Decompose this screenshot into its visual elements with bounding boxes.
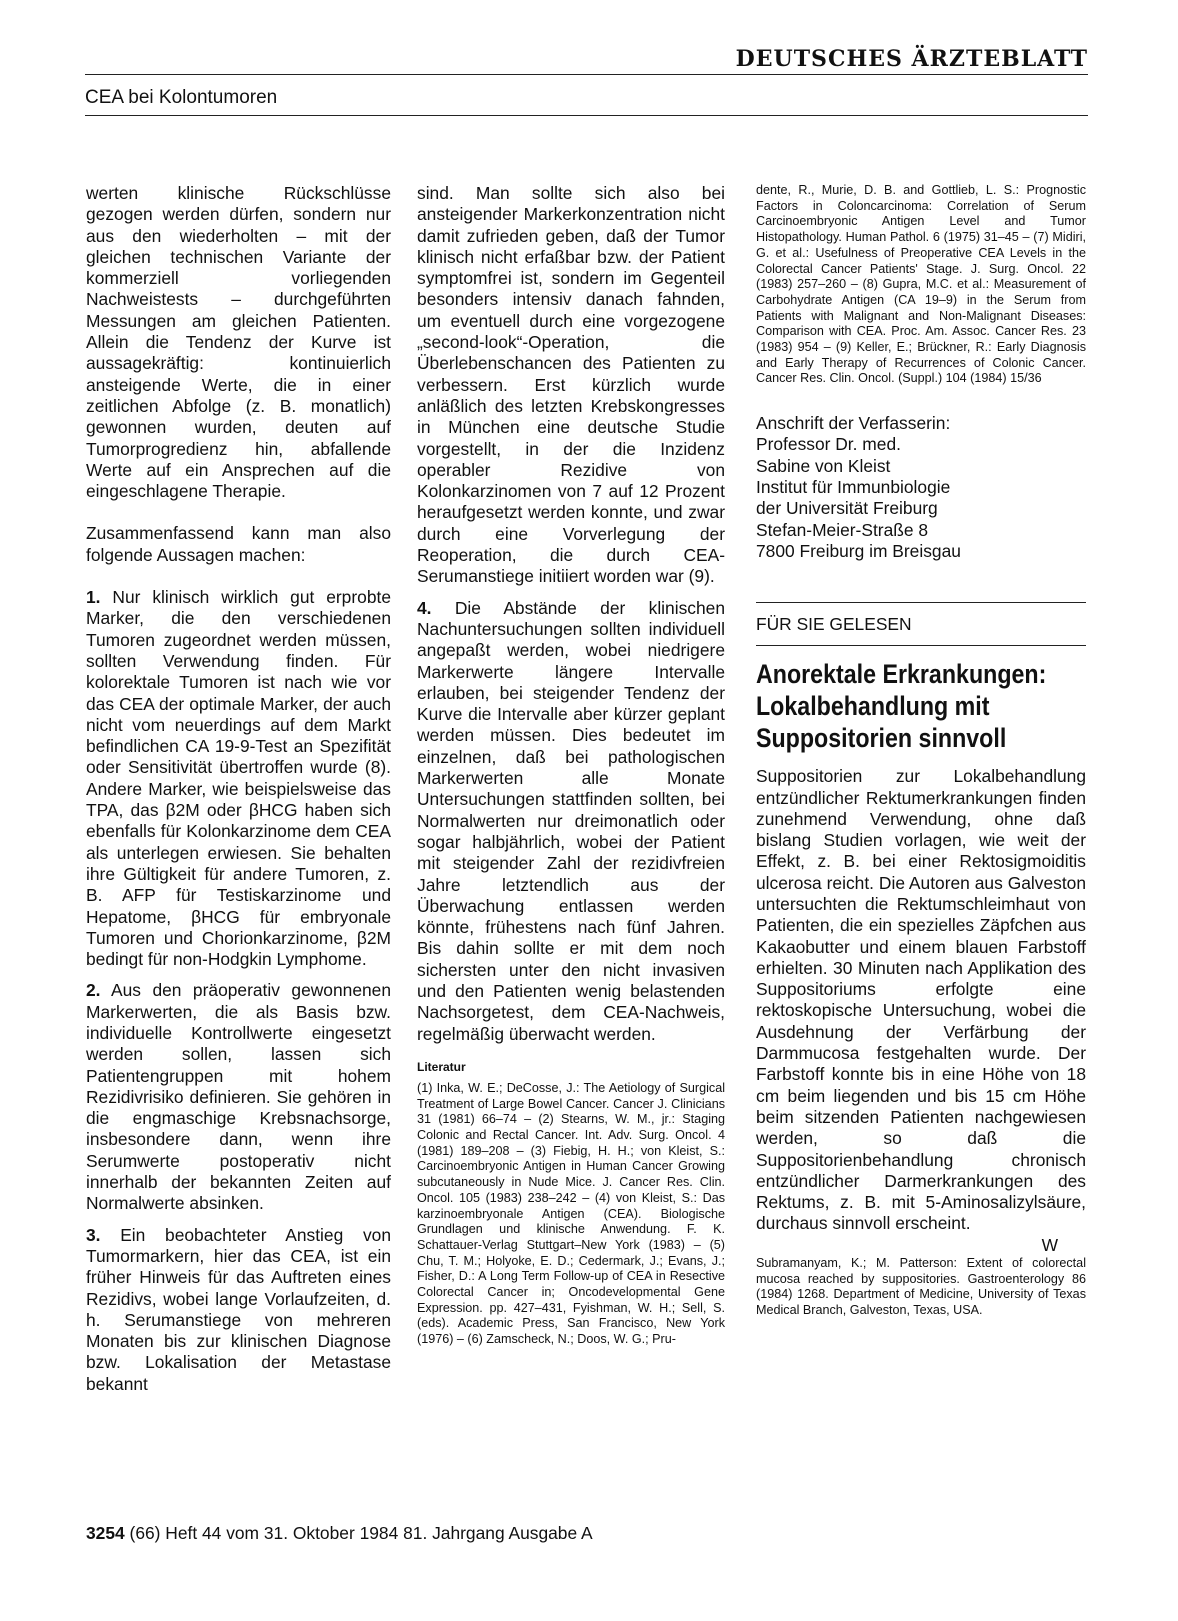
column-1 <box>86 183 391 1395</box>
address-line: 7800 Freiburg im Breisgau <box>756 540 961 561</box>
list-item-4 <box>417 598 725 1045</box>
column-3 <box>756 183 1086 1319</box>
address-line: Institut für Immunbiologie <box>756 477 951 498</box>
literature-heading: Literatur <box>417 1059 466 1074</box>
paragraph: Suppositorien zur Lokalbehandlung entzündlicher Rektumerkrankungen finden zunehmend Verwendung, ohne daß bislang Studien vorlagen, wie weit der Effekt, z. B. bei einer Rektosigmoiditis ulcerosa reicht. Die Autoren aus Galveston untersuchten die Rektumschleimhaut von Patienten, die ein spezielles Zäpfchen aus Kakaobutter und einem blauen Farbstoff erhielten. 30 Minuten nach Applikation des Suppositoriums erfolgte eine rektoskopische Untersuchung, wobei die Ausdehnung der Verfärbung der Darmmucosa festgehalten wurde. Der Farbstoff konnte bis in eine Höhe von 18 cm beim liegenden und bis 15 cm Höhe beim sitzenden Patienten nachgewiesen werden, so daß die Suppositorienbehandlung chronisch entzündlicher Darmerkrankungen des Rektums, z. B. mit 5-Aminosalizylsäure, durchaus sinnvoll erscheint. <box>756 766 1086 1234</box>
running-head: CEA bei Kolontumoren <box>85 87 278 108</box>
issue-info: (66) Heft 44 vom 31. Oktober 1984 81. Jahrgang Ausgabe A <box>129 1523 593 1543</box>
address-line: Sabine von Kleist <box>756 455 891 476</box>
references: (1) Inka, W. E.; DeCosse, J.: The Aetiology of Surgical Treatment of Large Bowel Cancer. Cancer J. Clinicians 31 (1981) 66–74 – (2) Stearns, W. M., jr.: Staging Colonic and Rectal Cancer. Int. Adv. Surg. Oncol. 4 (1981) 189–208 – (3) Fiebig, H. H.; von Kleist, S.: Carcinoembryonic Antigen in Human Cancer Growing subcutaneously in Nude Mice. J. Cancer Res. Clin. Oncol. 105 (1983) 238–242 – (4) von Kleist, S.: Das karzinoembryonale Antigen (CEA). Biologische Grundlagen und klinische Anwendung. F. K. Schattauer-Verlag Stuttgart–New York (1983) – (5) Chu, T. M.; Holyoke, E. D.; Cedermark, J.; Evans, J.; Fisher, D.: A Long Term Follow-up of CEA in Resective Colorectal Cancer in; Oncodevelopmental Gene Expression. pp. 427–431, Fyishman, W. H.; Sell, S. (eds). Academic Press, San Francisco, New York (1976) – (6) Zamscheck, N.; Doos, W. G.; Pru- <box>417 1080 725 1347</box>
list-item-2 <box>86 980 391 1214</box>
list-text: Nur klinisch wirklich gut erprobte Marker, die den verschiedenen Tumoren zugeordnet werden müssen, sollten Verwendung finden. Für kolorektale Tumoren ist nach wie vor das CEA der optimale Marker, der auch nicht vom neuerdings auf dem Markt befindlichen CA 19-9-Test an Spezifität oder Sensitivität übertroffen wurde (8). Andere Marker, wie beispielsweise das TPA, das β2M oder βHCG haben sich ebenfalls für Kolonkarzinome dem CEA als unterlegen erwiesen. Sie behalten ihre Gültigkeit für andere Tumoren, z. B. AFP für Testiskarzinome und Hepatome, βHCG für embryonale Tumoren und Chorionkarzinome, β2M bedingt für non-Hodgkin Lymphome. <box>86 587 391 970</box>
list-text: Die Abstände der klinischen Nachuntersuchungen sollten individuell angepaßt werden, wobei niedrigere Markerwerte längere Intervalle erlauben, bei steigender Tendenz der Kurve die Intervalle aber kürzer geplant werden müssen. Dies bedeutet im einzelnen, daß bei pathologischen Markerwerten alle Monate Untersuchungen stattfinden sollten, bei Normalwerten nur dreimonatlich oder sogar halbjährlich, wobei der Patient mit steigender Zahl der rezidivfreien Jahre letztendlich aus der Überwachung entlassen werden könnte, frühestens nach fünf Jahren. Bis dahin sollte er mit dem noch sichersten unter den nicht invasiven und den Patienten wenig belastenden Nachsorgetest, dem CEA-Nachweis, regelmäßig überwacht werden. <box>417 597 725 1044</box>
list-text: Aus den präoperativ gewonnenen Markerwerten, die als Basis bzw. individuelle Kontrollwerte eingesetzt werden sollen, lassen sich Patientengruppen mit hohem Rezidivrisiko definieren. Sie gehören in die engmaschige Krebsnachsorge, insbesondere dann, wenn ihre Serumwerte postoperativ nicht innerhalb der bekannten Zeiten auf Normalwerte absinken. <box>86 980 392 1214</box>
list-number: 3. <box>86 1224 101 1245</box>
header-rule-top <box>85 74 1088 75</box>
list-number: 4. <box>417 597 432 618</box>
column-2 <box>417 183 725 1348</box>
list-number: 1. <box>86 587 101 608</box>
article-body <box>756 766 1086 1256</box>
article-headline: Anorektale Erkrankungen: Lokalbehandlung mit Suppositorien sinnvoll <box>756 659 1047 754</box>
list-text: Ein beobachteter Anstieg von Tumormarkern, hier das CEA, ist ein früher Hinweis für das Auftreten eines Rezidivs, wobei lange Vorlaufzeiten, d. h. Serumanstiege von mehreren Monaten bis zur klinischen Diagnose bzw. Lokalisation der Metastase bekannt <box>86 1224 391 1394</box>
masthead: DEUTSCHES ÄRZTEBLATT <box>735 46 1088 72</box>
address-line: Professor Dr. med. <box>756 434 901 455</box>
author-address <box>756 413 1086 562</box>
signature-line <box>756 1235 1086 1256</box>
references-continued: dente, R., Murie, D. B. and Gottlieb, L. S.: Prognostic Factors in Coloncarcinoma: Correlation of Serum Carcinoembryonic Antigen Level and Tumor Histopathology. Human Pathol. 6 (1975) 31–45 – (7) Midiri, G. et al.: Usefulness of Preoperative CEA Levels in the Colorectal Cancer Patients' Stage. J. Surg. Oncol. 22 (1983) 257–260 – (8) Gupra, M.C. et al.: Measurement of Carbohydrate Antigen (CA 19–9) in the Serum from Patients with Malignant and Non-Malignant Diseases: Comparison with CEA. Proc. Am. Assoc. Cancer Res. 23 (1983) 954 – (9) Keller, E.; Brückner, R.: Early Diagnosis and Early Therapy of Recurrences of Colonic Cancer. Cancer Res. Clin. Oncol. (Suppl.) 104 (1984) 15/36 <box>756 183 1086 386</box>
paragraph: werten klinische Rückschlüsse gezogen werden dürfen, sondern nur aus den wiederholten – mit der gleichen technischen Variante der kommerziell vorliegenden Nachweistests – durchgeführten Messungen am gleichen Patienten. Allein die Tendenz der Kurve ist aussagekräftig: kontinuierlich ansteigende Werte, die in einer zeitlichen Abfolge (z. B. monatlich) gewonnen wurden, deuten auf Tumorprogredienz hin, abfallende Werte auf ein Ansprechen auf die eingeschlagene Therapie. <box>86 183 391 502</box>
article-source: Subramanyam, K.; M. Patterson: Extent of colorectal mucosa reached by suppositories. Gastroenterology 86 (1984) 1268. Department of Medicine, University of Texas Medical Branch, Galveston, Texas, USA. <box>756 1256 1086 1318</box>
section-label: FÜR SIE GELESEN <box>756 614 912 635</box>
header-rule-bottom <box>85 115 1088 116</box>
section-rule-top <box>756 602 1086 603</box>
address-line: Stefan-Meier-Straße 8 <box>756 519 929 540</box>
paragraph: sind. Man sollte sich also bei ansteigender Markerkonzentration nicht damit zufrieden geben, daß der Tumor klinisch nicht erfaßbar bzw. der Patient symptomfrei ist, sondern im Gegenteil besonders intensiv danach fahnden, um eventuell durch eine vorgezogene „second-look“-Operation, die Überlebenschancen des Patienten zu verbessern. Erst kürzlich wurde anläßlich des letzten Krebskongresses in München eine deutsche Studie vorgestellt, in der die Inzidenz operabler Rezidive von Kolonkarzinomen von 7 auf 12 Prozent heraufgesetzt werden konnte, und zwar durch eine Vorverlegung der Reoperation, die durch CEA-Serumanstiege initiiert worden war (9). <box>417 183 725 587</box>
address-line: Anschrift der Verfasserin: <box>756 413 951 434</box>
paragraph-summary-intro: Zusammenfassend kann man also folgende Aussagen machen: <box>86 523 391 565</box>
list-item-3 <box>86 1225 391 1395</box>
section-rule-bottom <box>756 645 1086 646</box>
address-line: der Universität Freiburg <box>756 498 938 519</box>
list-item-1 <box>86 587 391 970</box>
page-footer <box>86 1522 593 1544</box>
author-signature: W <box>1041 1234 1058 1255</box>
list-number: 2. <box>86 980 101 1001</box>
page-number: 3254 <box>86 1523 125 1543</box>
